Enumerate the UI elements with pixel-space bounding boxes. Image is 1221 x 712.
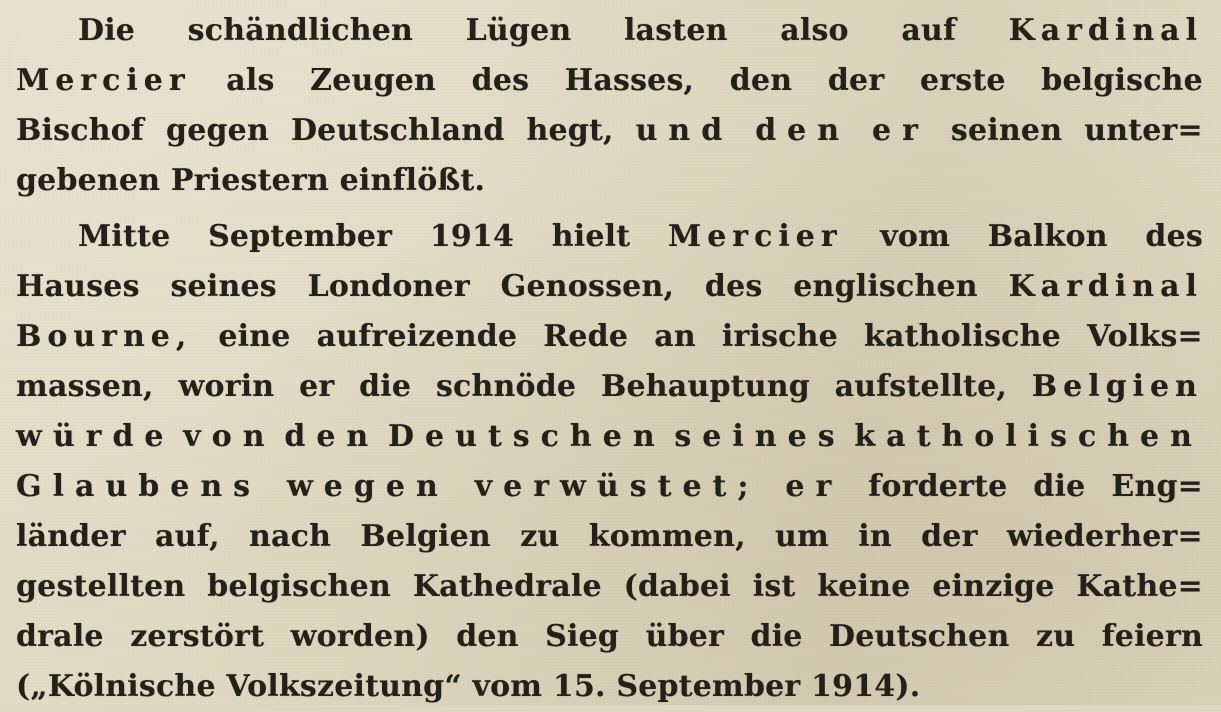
word: also [780, 13, 849, 48]
word: forderte [868, 469, 1008, 504]
word: auf [901, 13, 957, 48]
word: zerstört [130, 619, 265, 654]
word: September [208, 219, 393, 254]
word: seines [674, 419, 846, 454]
word: Mercier [667, 219, 843, 254]
word: die [359, 369, 412, 404]
word: Zeugen [310, 63, 437, 98]
word: die [750, 619, 803, 654]
word: Balkon [987, 219, 1108, 254]
word: Kathedrale [412, 569, 602, 604]
word: (dabei [623, 569, 731, 604]
word: er [872, 113, 929, 148]
word: wegen [286, 469, 449, 504]
word: Behauptung [600, 369, 810, 404]
word: katholischen [854, 419, 1203, 454]
text-line: („Kölnische Volkszeitung“ vom 15. September 1914). [16, 669, 921, 704]
word: Sieg [545, 619, 620, 654]
word: würde [16, 419, 175, 454]
word: Hasses, [564, 63, 695, 98]
word: er [299, 369, 335, 404]
word: vom [880, 219, 951, 254]
word: von [183, 419, 276, 454]
word: Genossen, [500, 269, 675, 304]
word: der [921, 519, 978, 554]
word: hegt, [526, 113, 614, 148]
word: keine [817, 569, 911, 604]
word: worin [178, 369, 275, 404]
paragraph-1 [16, 6, 1203, 206]
word: Lügen [465, 13, 572, 48]
word: aufreizende [316, 319, 518, 354]
word: Deutschland [290, 113, 505, 148]
word: länder [16, 519, 126, 554]
word: er [785, 469, 843, 504]
word: als [226, 63, 275, 98]
word: worden) [290, 619, 430, 654]
word: Deutschen [829, 619, 1010, 654]
word: Kardinal [1008, 269, 1203, 304]
word: die [1033, 469, 1086, 504]
word: des [471, 63, 530, 98]
text-line [16, 262, 1203, 312]
text-line: gebenen Priestern einflößt. [16, 163, 486, 198]
text-line [16, 106, 1203, 156]
word: schnöde [435, 369, 577, 404]
word: über [645, 619, 725, 654]
word: belgischen [207, 569, 391, 604]
word: englischen [793, 269, 978, 304]
word: Belgien [1031, 369, 1203, 404]
word: Mitte [78, 219, 171, 254]
word: massen, [16, 369, 154, 404]
text-line [16, 562, 1203, 612]
word: seinen [950, 113, 1063, 148]
word: drale [16, 619, 104, 654]
word: feiern [1101, 619, 1203, 654]
word: belgische [1041, 63, 1203, 98]
text-line [16, 56, 1203, 106]
text-line [16, 462, 1203, 512]
text-line [16, 212, 1203, 262]
text-line [16, 512, 1203, 562]
word: einzige [932, 569, 1055, 604]
word: aufstellte, [834, 369, 1008, 404]
text-line [16, 362, 1203, 412]
word: gestellten [16, 569, 186, 604]
word: und [635, 113, 734, 148]
word: Die [78, 13, 136, 48]
word: des [704, 269, 763, 304]
word: Kathe= [1076, 569, 1203, 604]
word: wiederher= [1006, 519, 1203, 554]
word: des [1145, 219, 1203, 254]
word: Bischof [16, 113, 145, 148]
word: unter= [1084, 113, 1203, 148]
word: Bourne, [16, 319, 193, 354]
word: kommen, [588, 519, 746, 554]
word: gegen [166, 113, 269, 148]
text-line [16, 412, 1203, 462]
word: Glaubens [16, 469, 262, 504]
word: den [755, 113, 851, 148]
word: verwüstet; [474, 469, 760, 504]
paragraph-2 [16, 212, 1203, 712]
word: Hauses [16, 269, 140, 304]
word: an [654, 319, 696, 354]
word: den [284, 419, 380, 454]
word: lasten [623, 13, 728, 48]
document-text-body [16, 6, 1203, 712]
word: ist [752, 569, 796, 604]
word: Belgien [360, 519, 491, 554]
word: Deutschen [388, 419, 666, 454]
word: um [775, 519, 829, 554]
word: auf, [154, 519, 220, 554]
text-line [16, 312, 1203, 362]
word: erste [919, 63, 1006, 98]
word: schändlichen [187, 13, 414, 48]
word: katholische [863, 319, 1061, 354]
word: Mercier [16, 63, 191, 98]
word: eine [218, 319, 291, 354]
word: Rede [543, 319, 629, 354]
word: seines [170, 269, 277, 304]
word: zu [1035, 619, 1076, 654]
word: der [827, 63, 885, 98]
word: nach [249, 519, 332, 554]
word: in [858, 519, 892, 554]
word: Eng= [1111, 469, 1203, 504]
word: den [729, 63, 793, 98]
word: hielt [551, 219, 631, 254]
text-line [16, 612, 1203, 662]
word: 1914 [429, 219, 515, 254]
text-line [16, 6, 1203, 56]
word: den [456, 619, 519, 654]
word: Kardinal [1008, 13, 1203, 48]
word: Volks= [1086, 319, 1203, 354]
word: irische [721, 319, 838, 354]
word: zu [520, 519, 560, 554]
word: Londoner [307, 269, 470, 304]
